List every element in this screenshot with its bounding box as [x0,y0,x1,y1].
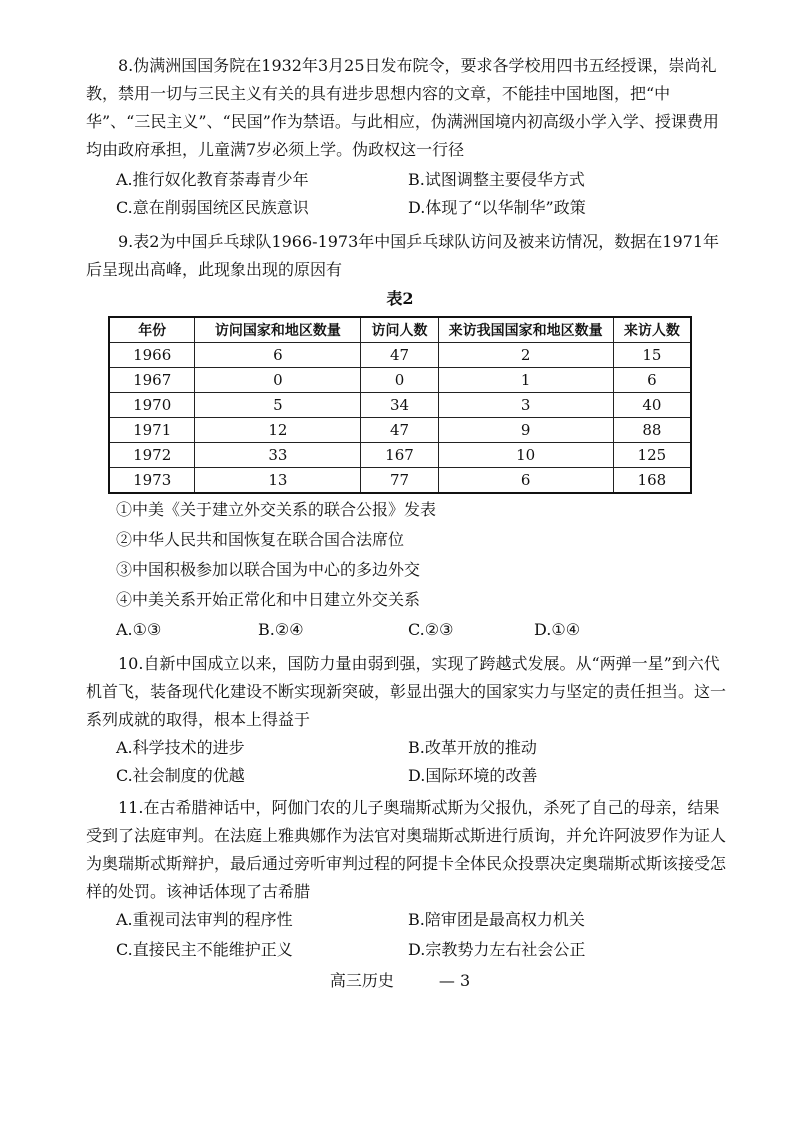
q8-option-c: C.意在削弱国统区民族意识 [116,198,309,217]
table-cell: 1972 [109,443,195,468]
data-table [108,316,692,494]
table-cell: 5 [195,393,361,418]
table-cell: 47 [361,343,438,368]
table-cell: 6 [438,468,613,494]
footer-subject: 高三历史 [329,971,394,990]
table-cell: 0 [195,368,361,393]
q11-option-b: B.陪审团是最高权力机关 [408,910,585,929]
table-cell: 33 [195,443,361,468]
table-cell: 40 [613,393,691,418]
q10-option-d: D.国际环境的改善 [408,766,538,785]
table-cell: 15 [613,343,691,368]
q9-option-d: D.①④ [534,620,581,639]
q9-statement-4: ④中美关系开始正常化和中日建立外交关系 [116,590,421,609]
q8-option-b: B.试图调整主要侵华方式 [408,170,585,189]
col-header: 访问国家和地区数量 [195,317,361,343]
q9-statement-2: ②中华人民共和国恢复在联合国合法席位 [116,530,405,549]
table-cell: 47 [361,418,438,443]
table-cell: 168 [613,468,691,494]
q11-option-d: D.宗教势力左右社会公正 [408,940,586,959]
q8-option-a: A.推行奴化教育荼毒青少年 [116,170,309,189]
col-header: 年份 [109,317,195,343]
table-row [109,418,691,443]
table-cell: 1970 [109,393,195,418]
q10-option-a: A.科学技术的进步 [116,738,245,757]
table-row [109,468,691,494]
table-cell: 3 [438,393,613,418]
q9-option-b: B.②④ [258,620,304,639]
q8-stem: 8.伪满洲国国务院在1932年3月25日发布院令，要求各学校用四书五经授课，崇尚礼教，禁用一切与三民主义有关的具有进步思想内容的文章，不能挂中国地图，把“中华”、“三民主义”、“民国”作为禁语。与此相应，伪满洲国境内初高级小学入学、授课费用均由政府承担，儿童满7岁必须上学。伪政权这一行径 [86,56,719,159]
table-cell: 1967 [109,368,195,393]
q10-stem: 10.自新中国成立以来，国防力量由弱到强，实现了跨越式发展。从“两弹一星”到六代机首飞，装备现代化建设不断实现新突破，彰显出强大的国家实力与坚定的责任担当。这一系列成就的取得，根本上得益于 [86,654,727,729]
table-cell: 1 [438,368,613,393]
table-cell: 1973 [109,468,195,494]
table-row [109,443,691,468]
q11-option-a: A.重视司法审判的程序性 [116,910,293,929]
table-cell: 0 [361,368,438,393]
q10-option-b: B.改革开放的推动 [408,738,537,757]
table-cell: 1966 [109,343,195,368]
q10-option-c: C.社会制度的优越 [116,766,245,785]
col-header: 访问人数 [361,317,438,343]
table-cell: 9 [438,418,613,443]
col-header: 来访我国国家和地区数量 [438,317,613,343]
table-header-row [109,317,691,343]
q9-stem: 9.表2为中国乒乓球队1966-1973年中国乒乓球队访问及被来访情况，数据在1971年后呈现出高峰，此现象出现的原因有 [86,232,720,279]
table-cell: 88 [613,418,691,443]
table-cell: 10 [438,443,613,468]
table-cell: 13 [195,468,361,494]
q11-stem: 11.在古希腊神话中，阿伽门农的儿子奥瑞斯忒斯为父报仇，杀死了自己的母亲，结果受到了法庭审判。在法庭上雅典娜作为法官对奥瑞斯忒斯进行质询，并允许阿波罗作为证人为奥瑞斯忒斯辩护，最后通过旁听审判过程的阿提卡全体民众投票决定奥瑞斯忒斯该接受怎样的处罚。该神话体现了古希腊 [86,798,727,901]
col-header: 来访人数 [613,317,691,343]
q11-option-c: C.直接民主不能维护正义 [116,940,293,959]
table-caption: 表2 [386,289,414,308]
table-row [109,368,691,393]
table-row [109,393,691,418]
q8-option-d: D.体现了“以华制华”政策 [408,198,586,217]
q9-option-a: A.①③ [116,620,162,639]
table-cell: 2 [438,343,613,368]
table-cell: 1971 [109,418,195,443]
table-cell: 167 [361,443,438,468]
q9-statement-3: ③中国积极参加以联合国为中心的多边外交 [116,560,421,579]
table-row [109,343,691,368]
table-cell: 6 [613,368,691,393]
table-cell: 6 [195,343,361,368]
table-cell: 12 [195,418,361,443]
q9-option-c: C.②③ [408,620,454,639]
table-cell: 77 [361,468,438,494]
table-cell: 34 [361,393,438,418]
footer-page-number: — 3 [438,971,471,990]
table-cell: 125 [613,443,691,468]
page-footer [0,968,800,991]
q9-statement-1: ①中美《关于建立外交关系的联合公报》发表 [116,500,437,519]
